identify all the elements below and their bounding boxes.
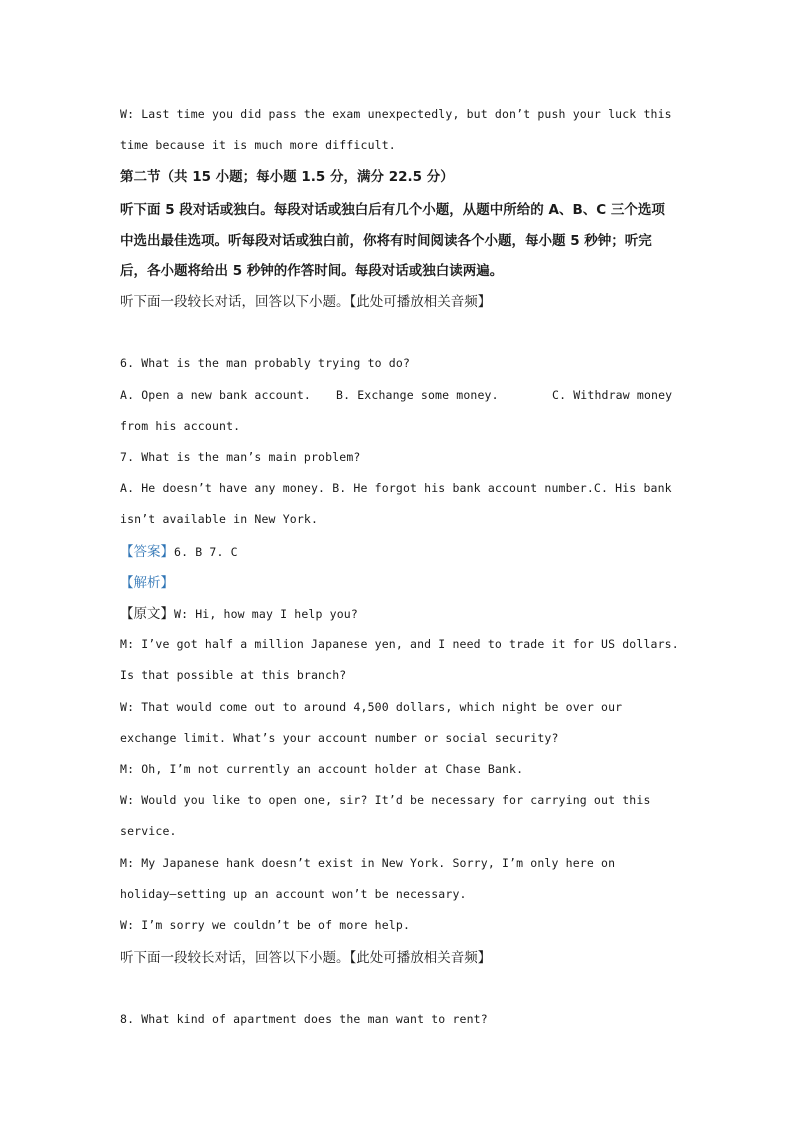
question-6: 6. What is the man probably trying to do? [120, 356, 411, 370]
transcript-line: W: I’m sorry we couldn’t be of more help. [120, 918, 411, 932]
transcript-line: M: My Japanese hank doesn’t exist in New York. Sorry, I’m only here on [120, 856, 616, 870]
option-a: A. Open a new bank account. [120, 388, 311, 402]
transcript-line: M: I’ve got half a million Japanese yen, and I need to trade it for US dollars. [120, 637, 679, 651]
transcript-line: Is that possible at this branch? [120, 668, 347, 682]
listen-instruction: 听下面一段较长对话，回答以下小题。【此处可播放相关音频】 [120, 950, 492, 966]
transcript-line: 【原文】W: Hi, how may I help you? [120, 606, 358, 622]
question-7-options-cont: isn’t available in New York. [120, 512, 319, 526]
question-6-options [120, 388, 680, 402]
instruction-line: 中选出最佳选项。听每段对话或独白前，你将有时间阅读各个小题，每小题 5 秒钟；听完 [120, 233, 652, 249]
transcript-line: W: Would you like to open one, sir? It’d be necessary for carrying out this [120, 793, 651, 807]
dialogue-line: W: Last time you did pass the exam unexpectedly, but don’t push your luck this [120, 107, 672, 121]
listen-instruction: 听下面一段较长对话，回答以下小题。【此处可播放相关音频】 [120, 294, 492, 310]
transcript-line: M: Oh, I’m not currently an account holder at Chase Bank. [120, 762, 524, 776]
question-8: 8. What kind of apartment does the man want to rent? [120, 1012, 488, 1026]
question-7-options: A. He doesn’t have any money. B. He forgot his bank account number.C. His bank [120, 481, 672, 495]
transcript-line: exchange limit. What’s your account number or social security? [120, 731, 559, 745]
dialogue-line: time because it is much more difficult. [120, 138, 396, 152]
question-6-option-c-cont: from his account. [120, 419, 241, 433]
answer-line [120, 540, 238, 561]
transcript-line: service. [120, 824, 177, 838]
question-7: 7. What is the man’s main problem? [120, 450, 361, 464]
section-title: 第二节（共 15 小题；每小题 1.5 分，满分 22.5 分） [120, 169, 454, 185]
instruction-line: 后，各小题将给出 5 秒钟的作答时间。每段对话或独白读两遍。 [120, 263, 504, 279]
option-b: B. Exchange some money. [336, 388, 499, 402]
transcript-line: holiday—setting up an account won’t be necessary. [120, 887, 467, 901]
answer-label: 【答案】 [120, 544, 174, 560]
option-c: C. Withdraw money [552, 388, 673, 402]
original-label: 【原文】 [120, 606, 174, 622]
transcript-line: W: That would come out to around 4,500 dollars, which night be over our [120, 700, 623, 714]
instruction-line: 听下面 5 段对话或独白。每段对话或独白后有几个小题，从题中所给的 A、B、C 三个选项 [120, 202, 665, 218]
answer-text: 6. B 7. C [174, 545, 238, 559]
analysis-label: 【解析】 [120, 575, 174, 591]
